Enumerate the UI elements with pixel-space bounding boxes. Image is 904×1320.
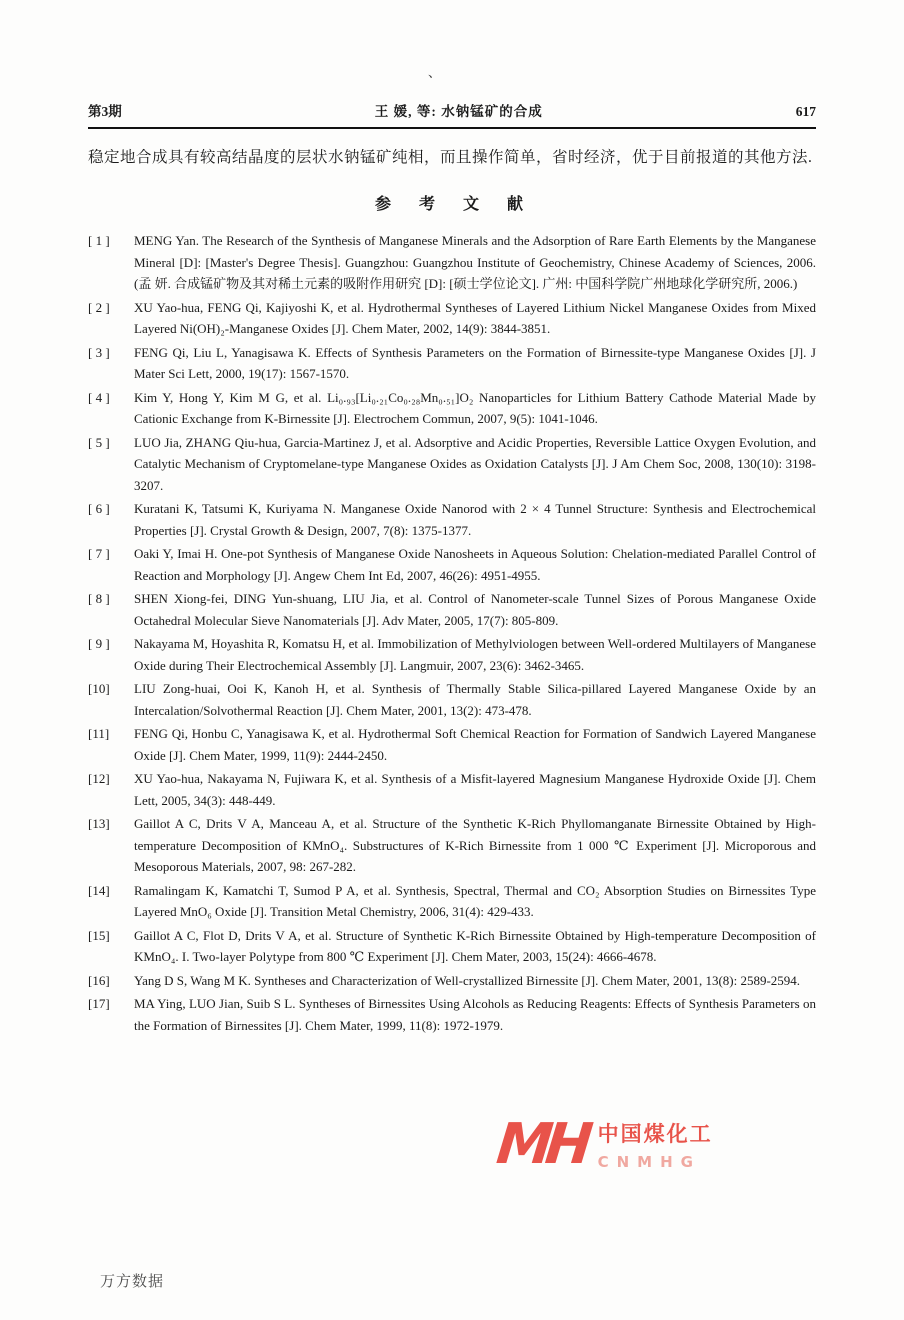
reference-item [88, 723, 816, 766]
reference-text: Kuratani K, Tatsumi K, Kuriyama N. Manganese Oxide Nanorod with 2 × 4 Tunnel Structure: Synthesis and Electrochemical Properties [J]. Crystal Growth & Design, 2007, 7(8): 1375-1377. [134, 501, 816, 538]
reference-label: [ 2 ] [88, 299, 110, 315]
reference-text: FENG Qi, Honbu C, Yanagisawa K, et al. Hydrothermal Soft Chemical Reaction for Formation of Sandwich Layered Manganese Oxide [J]. Chem Mater, 1999, 11(9): 2444-2450. [134, 726, 816, 763]
database-provider-label: 万方数据 [100, 1273, 165, 1290]
reference-label: [ 8 ] [88, 591, 110, 606]
watermark-name-en: CNMHG [597, 1153, 701, 1172]
reference-label: [13] [88, 816, 110, 831]
issue-number: 第3期 [88, 104, 122, 119]
watermark-name-cn: 中国煤化工 [597, 1122, 713, 1147]
reference-label: [ 9 ] [88, 636, 110, 651]
reference-item [88, 993, 816, 1036]
references-heading: 参 考 文 献 [374, 196, 529, 213]
reference-label: [ 6 ] [88, 501, 110, 516]
reference-text: Oaki Y, Imai H. One-pot Synthesis of Manganese Oxide Nanosheets in Aqueous Solution: Chelation-mediated Parallel Control of Reaction and Morphology [J]. Angew Chem Int Ed, 2007, 46(26): 4951-4955. [134, 546, 816, 583]
reference-label: [12] [88, 771, 110, 786]
reference-text: MENG Yan. The Research of the Synthesis of Manganese Minerals and the Adsorption of Rare Earth Elements by the Manganese Mineral [D]: [Master's Degree Thesis]. Guangzhou: Guangzhou Institute of Geochemistry, Chinese Academy of Sciences, 2006. (孟 妍. 合成锰矿物及其对稀土元素的吸附作用研究 [D]: [硕士学位论文]. 广州: 中国科学院广州地球化学研究所, 2006.) [134, 233, 816, 291]
reference-text: FENG Qi, Liu L, Yanagisawa K. Effects of Synthesis Parameters on the Formation of Birnessite-type Manganese Oxides [J]. J Mater Sci Lett, 2000, 19(17): 1567-1570. [134, 344, 816, 381]
reference-label: [ 1 ] [88, 233, 110, 248]
reference-item [88, 297, 816, 340]
publisher-watermark [493, 1112, 713, 1177]
reference-item [88, 588, 816, 631]
reference-text: LIU Zong-huai, Ooi K, Kanoh H, et al. Synthesis of Thermally Stable Silica-pillared Layered Manganese Oxide by an Intercalation/Solvothermal Reaction [J]. Chem Mater, 2001, 13(2): 473-478. [134, 681, 816, 718]
reference-label: [15] [88, 927, 110, 943]
reference-item [88, 543, 816, 586]
reference-text: XU Yao-hua, Nakayama N, Fujiwara K, et al. Synthesis of a Misfit-layered Magnesium Manganese Hydroxide Oxide [J]. Chem Lett, 2005, 34(3): 448-449. [134, 771, 816, 808]
reference-item [88, 768, 816, 811]
reference-label: [14] [88, 882, 110, 898]
running-title: 王 媛, 等: 水钠锰矿的合成 [374, 104, 543, 119]
page-number: 617 [795, 104, 816, 119]
reference-item [88, 813, 816, 878]
watermark-text [598, 1118, 713, 1171]
reference-text: Yang D S, Wang M K. Syntheses and Characterization of Well-crystallized Birnessite [J]. Chem Mater, 2001, 13(8): 2589-2594. [134, 972, 801, 988]
reference-item [88, 230, 816, 295]
reference-item [88, 880, 816, 923]
reference-list [88, 230, 816, 1036]
reference-item [88, 925, 816, 968]
reference-item [88, 970, 816, 992]
reference-item [88, 633, 816, 676]
reference-text: SHEN Xiong-fei, DING Yun-shuang, LIU Jia, et al. Control of Nanometer-scale Tunnel Sizes of Porous Manganese Oxide Octahedral Molecular Sieve Nanomaterials [J]. Adv Mater, 2005, 17(7): 805-809. [134, 591, 816, 628]
reference-label: [10] [88, 681, 110, 696]
reference-text: MA Ying, LUO Jian, Suib S L. Syntheses of Birnessites Using Alcohols as Reducing Reagents: Effects of Synthesis Parameters on the Formation of Birnessites [J]. Chem Mater, 1999, 11(8): 1972-1979. [134, 996, 816, 1033]
reference-item [88, 432, 816, 497]
reference-label: [ 5 ] [88, 434, 110, 450]
reference-label: [ 3 ] [88, 344, 110, 360]
reference-item [88, 387, 816, 430]
reference-label: [ 7 ] [88, 546, 110, 561]
reference-text: Ramalingam K, Kamatchi T, Sumod P A, et al. Synthesis, Spectral, Thermal and CO₂ Absorption Studies on Birnessites Type Layered MnO₆ Oxide [J]. Transition Metal Chemistry, 2006, 31(4): 429-433. [134, 882, 816, 919]
reference-text: LUO Jia, ZHANG Qiu-hua, Garcia-Martinez J, et al. Adsorptive and Acidic Properties, Reversible Lattice Oxygen Evolution, and Catalytic Mechanism of Cryptomelane-type Manganese Oxides as Oxidation Catalysts [J]. J Am Chem Soc, 2008, 130(10): 3198-3207. [134, 434, 816, 493]
reference-label: [16] [88, 972, 110, 988]
reference-item [88, 678, 816, 721]
header-rule [88, 127, 816, 129]
reference-text: Nakayama M, Hoyashita R, Komatsu H, et al. Immobilization of Methylviologen between Well-ordered Multilayers of Manganese Oxide during Their Electrochemical Assembly [J]. Langmuir, 2007, 23(6): 3462-3465. [134, 636, 816, 673]
reference-item [88, 498, 816, 541]
running-header [88, 0, 816, 120]
closing-paragraph: 稳定地合成具有较高结晶度的层状水钠锰矿纯相，而且操作简单，省时经济，优于目前报道的其他方法. [88, 149, 813, 166]
reference-label: [ 4 ] [88, 389, 110, 405]
reference-text: XU Yao-hua, FENG Qi, Kajiyoshi K, et al. Hydrothermal Syntheses of Layered Lithium Nickel Manganese Oxides from Mixed Layered Ni(OH)₂-Manganese Oxides [J]. Chem Mater, 2002, 14(9): 3844-3851. [134, 299, 816, 336]
stray-scan-mark: 、 [428, 65, 442, 80]
page-content [88, 0, 816, 1036]
watermark-logo-icon: MH [493, 1112, 590, 1177]
reference-label: [17] [88, 996, 110, 1011]
reference-text: Kim Y, Hong Y, Kim M G, et al. Li₀.₉₃[Li₀.₂₁Co₀.₂₈Mn₀.₅₁]O₂ Nanoparticles for Lithium Battery Cathode Material Made by Cationic Exchange from K-Birnessite [J]. Electrochem Commun, 2007, 9(5): 1041-1046. [134, 389, 816, 426]
reference-item [88, 342, 816, 385]
reference-label: [11] [88, 726, 110, 741]
reference-text: Gaillot A C, Flot D, Drits V A, et al. Structure of Synthetic K-Rich Birnessite Obtained by High-temperature Decomposition of KMnO₄. I. Two-layer Polytype from 800 ℃ Experiment [J]. Chem Mater, 2003, 15(24): 4666-4678. [134, 927, 816, 964]
reference-text: Gaillot A C, Drits V A, Manceau A, et al. Structure of the Synthetic K-Rich Phyllomanganate Birnessite Obtained by High-temperature Decomposition of KMnO₄. Substructures of K-Rich Birnessite from 1 000 ℃ Experiment [J]. Microporous and Mesoporous Materials, 2007, 98: 267-282. [134, 816, 816, 874]
